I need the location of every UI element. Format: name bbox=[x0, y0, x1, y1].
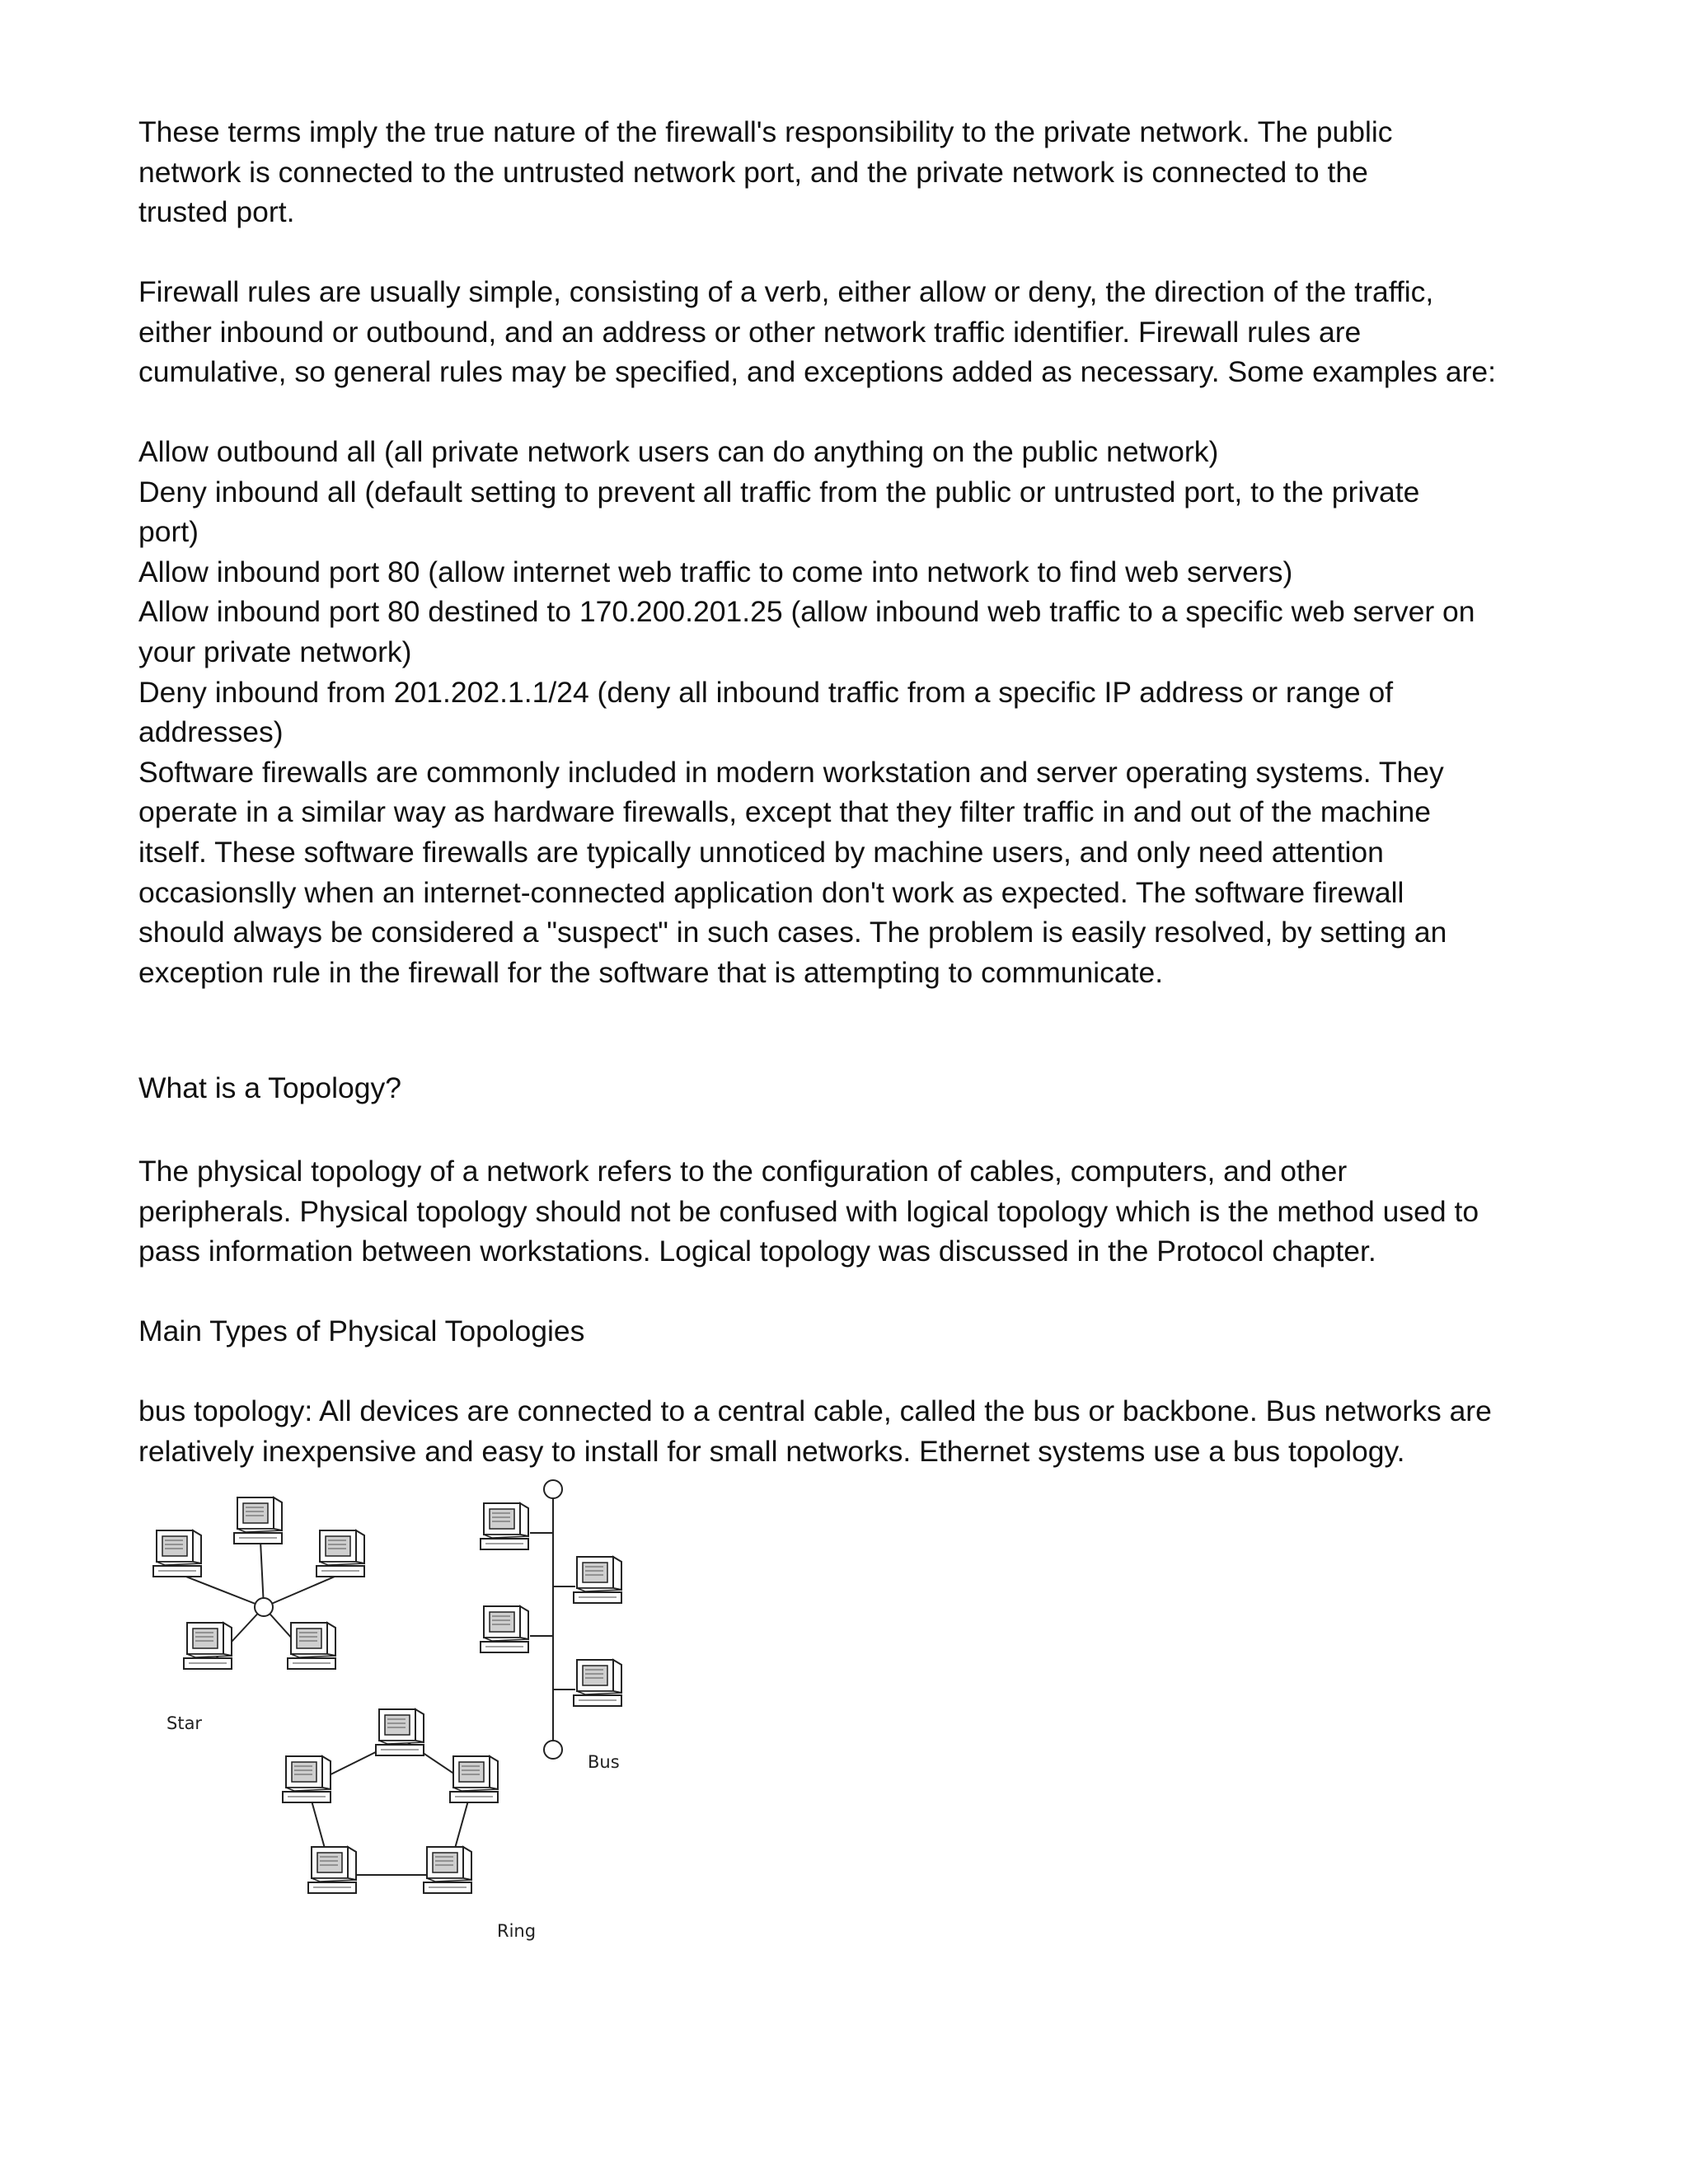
rules-paragraph bbox=[138, 272, 1556, 392]
text-line: Software firewalls are commonly included in modern workstation and server operating systems. They bbox=[138, 755, 1444, 789]
ring-label: Ring bbox=[497, 1921, 537, 1941]
bus-topology bbox=[481, 1480, 621, 1772]
computer-icon bbox=[184, 1623, 232, 1669]
heading-text: Main Types of Physical Topologies bbox=[138, 1315, 585, 1347]
text-line: operate in a similar way as hardware firewalls, except that they filter traffic in and out of the machine bbox=[138, 795, 1432, 829]
computer-icon bbox=[316, 1530, 364, 1577]
topology-heading bbox=[138, 1068, 1556, 1108]
text-line: network is connected to the untrusted network port, and the private network is connected to the bbox=[138, 155, 1368, 189]
text-line: Deny inbound from 201.202.1.1/24 (deny all inbound traffic from a specific IP address or range of bbox=[138, 675, 1394, 709]
topology-figure bbox=[138, 1479, 674, 1953]
ring-topology bbox=[283, 1709, 536, 1941]
computer-icon bbox=[424, 1847, 471, 1893]
text-line: Allow inbound port 80 destined to 170.200.201.25 (allow inbound web traffic to a specific web server on bbox=[138, 595, 1475, 629]
text-line: exception rule in the firewall for the software that is attempting to communicate. bbox=[138, 955, 1164, 989]
computer-icon bbox=[234, 1497, 282, 1544]
text-line: port) bbox=[138, 515, 199, 549]
computer-icon bbox=[481, 1606, 528, 1652]
text-line: addresses) bbox=[138, 715, 284, 749]
rule-examples bbox=[138, 432, 1556, 992]
star-topology bbox=[153, 1497, 364, 1733]
computer-icon bbox=[288, 1623, 335, 1669]
text-line: relatively inexpensive and easy to install for small networks. Ethernet systems use a bus topology. bbox=[138, 1434, 1405, 1468]
text-line: These terms imply the true nature of the firewall's responsibility to the private network. The public bbox=[138, 115, 1393, 148]
computer-icon bbox=[283, 1756, 331, 1802]
computer-icon bbox=[481, 1503, 528, 1549]
heading-text: What is a Topology? bbox=[138, 1071, 402, 1104]
bus-label: Bus bbox=[588, 1752, 620, 1772]
star-label: Star bbox=[166, 1713, 203, 1733]
text-line: bus topology: All devices are connected to a central cable, called the bus or backbone. Bus networks are bbox=[138, 1394, 1492, 1427]
computer-icon bbox=[376, 1709, 424, 1755]
text-line: should always be considered a "suspect" in such cases. The problem is easily resolved, by setting an bbox=[138, 916, 1447, 949]
text-line: Deny inbound all (default setting to prevent all traffic from the public or untrusted port, to the private bbox=[138, 475, 1420, 509]
computer-icon bbox=[574, 1660, 621, 1706]
text-line: pass information between workstations. Logical topology was discussed in the Protocol chapter. bbox=[138, 1235, 1376, 1268]
text-line: itself. These software firewalls are typically unnoticed by machine users, and only need attention bbox=[138, 835, 1384, 869]
computer-icon bbox=[308, 1847, 356, 1893]
text-line: The physical topology of a network refers to the configuration of cables, computers, and other bbox=[138, 1155, 1348, 1188]
text-line: Firewall rules are usually simple, consisting of a verb, either allow or deny, the direction of the traffic, bbox=[138, 275, 1434, 308]
text-line: Allow inbound port 80 (allow internet web traffic to come into network to find web servers) bbox=[138, 555, 1293, 588]
bus-paragraph bbox=[138, 1391, 1556, 1471]
types-heading bbox=[138, 1311, 1556, 1352]
intro-paragraph bbox=[138, 112, 1556, 232]
text-line: either inbound or outbound, and an address or other network traffic identifier. Firewall rules are bbox=[138, 315, 1362, 349]
text-line: cumulative, so general rules may be specified, and exceptions added as necessary. Some examples are: bbox=[138, 355, 1497, 389]
text-line: your private network) bbox=[138, 635, 412, 668]
text-line: peripherals. Physical topology should not be confused with logical topology which is the method used to bbox=[138, 1194, 1479, 1228]
text-line: Allow outbound all (all private network users can do anything on the public network) bbox=[138, 435, 1219, 468]
text-line: trusted port. bbox=[138, 195, 295, 229]
computer-icon bbox=[574, 1557, 621, 1603]
topology-diagram bbox=[138, 1479, 674, 1953]
topology-paragraph bbox=[138, 1151, 1556, 1272]
computer-icon bbox=[450, 1756, 498, 1802]
computer-icon bbox=[153, 1530, 201, 1577]
text-line: occasionslly when an internet-connected application don't work as expected. The software firewall bbox=[138, 875, 1404, 909]
